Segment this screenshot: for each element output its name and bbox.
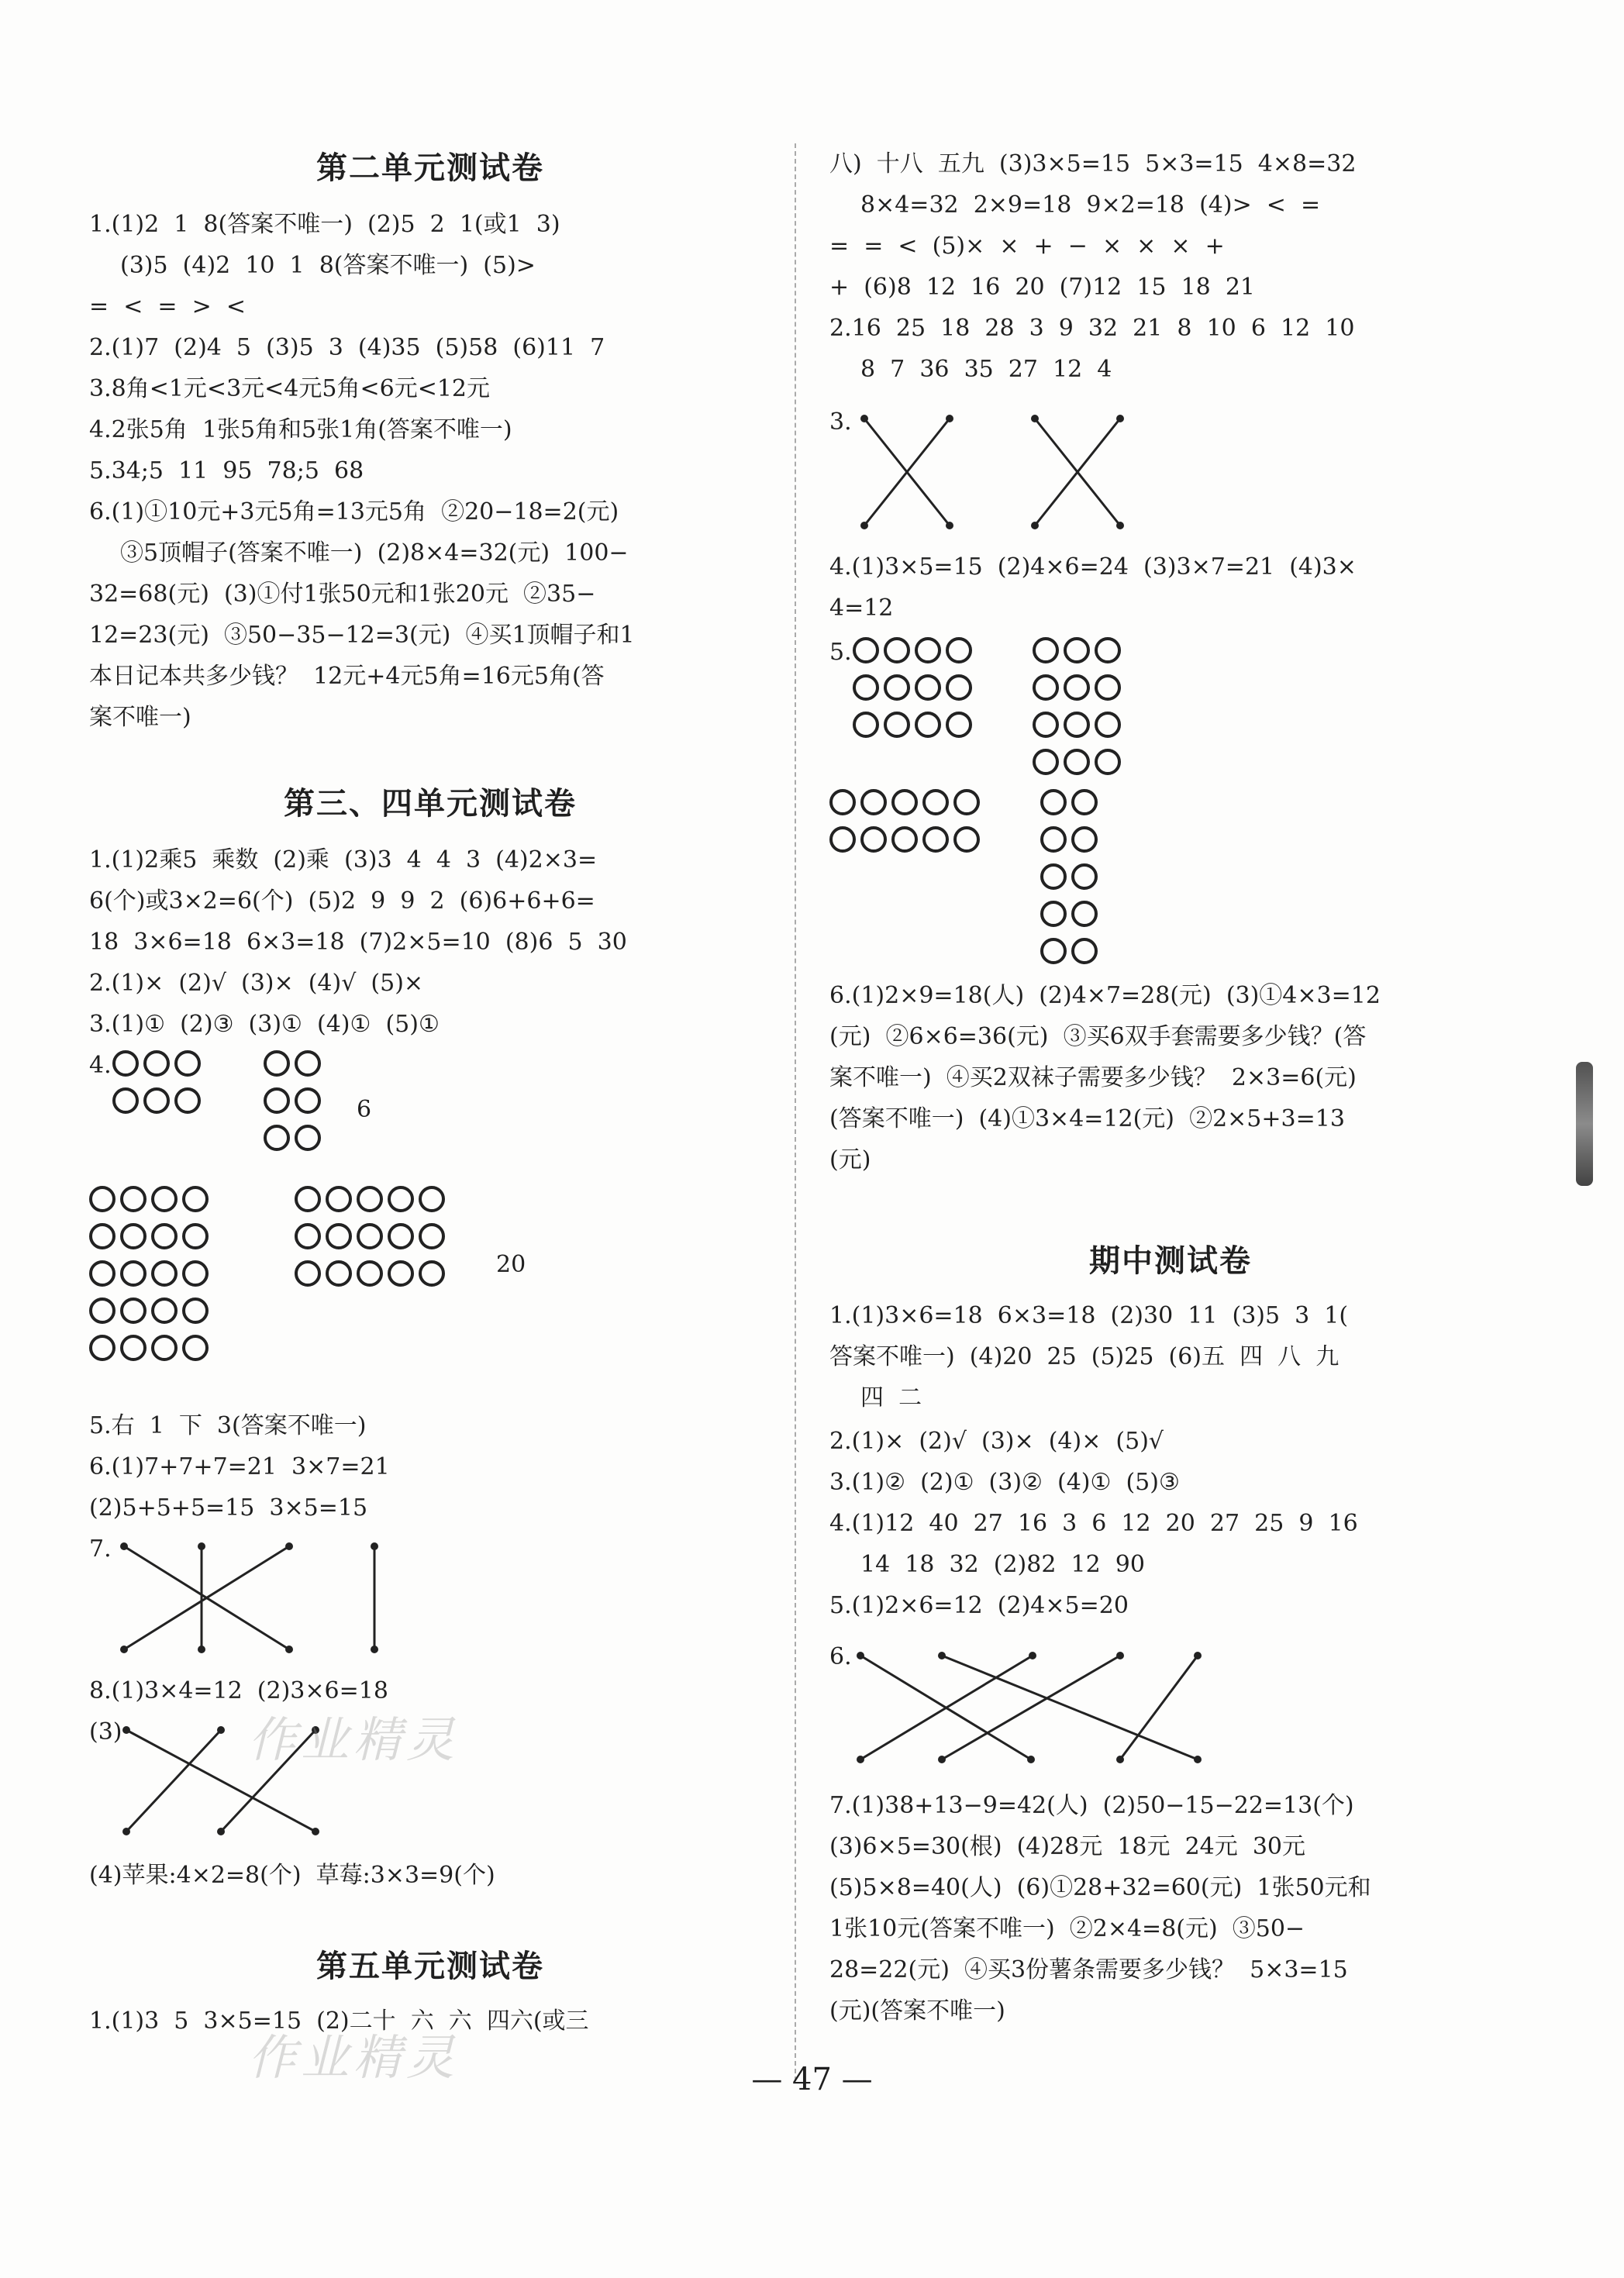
text-line: (2)5+5+5=15 3×5=15	[89, 1494, 368, 1522]
text-line: (元)(答案不唯一)	[829, 1997, 1005, 2025]
text-line: 5.34;5 11 95 78;5 68	[89, 457, 364, 484]
text-line: 3.(1)② (2)① (3)② (4)① (5)③	[829, 1469, 1180, 1496]
text-line: 四 二	[860, 1384, 922, 1411]
text-line: 8 7 36 35 27 12 4	[860, 356, 1112, 383]
text-line: ③5顶帽子(答案不唯一) (2)8×4=32(元) 100−	[120, 539, 629, 567]
page-number: — 47 —	[751, 2062, 873, 2097]
unit2-title: 第二单元测试卷	[316, 150, 544, 186]
q7-matching-lines	[89, 0, 771, 2278]
text-line: 28=22(元) ④买3份薯条需要多少钱？ 5×3=15	[829, 1956, 1348, 1983]
q8-sub-label: (3)	[89, 1718, 122, 1746]
text-line: (元) ②6×6=36(元) ③买6双手套需要多少钱？(答	[829, 1023, 1367, 1050]
q4-value: 6	[357, 1096, 372, 1123]
text-line: 4.2张5角 1张5角和5张1角(答案不唯一)	[89, 416, 512, 443]
q4-value: 20	[496, 1251, 526, 1278]
text-line: 14 18 32 (2)82 12 90	[860, 1551, 1145, 1578]
text-line: 本日记本共多少钱？ 12元+4元5角=16元5角(答	[89, 663, 605, 690]
text-line: 4.(1)12 40 27 16 3 6 12 20 27 25 9 16	[829, 1510, 1358, 1537]
unit34-title: 第三、四单元测试卷	[284, 786, 577, 822]
q3-label: 3.	[829, 408, 852, 436]
text-line: 4.(1)3×5=15 (2)4×6=24 (3)3×7=21 (4)3×	[829, 553, 1357, 581]
text-line: 1.(1)3×6=18 6×3=18 (2)30 11 (3)5 3 1(	[829, 1302, 1349, 1329]
scan-mark	[1576, 1062, 1593, 1186]
text-line: (5)5×8=40(人) (6)①28+32=60(元) 1张50元和	[829, 1874, 1371, 1901]
text-line: 答案不唯一) (4)20 25 (5)25 (6)五 四 八 九	[829, 1343, 1340, 1370]
text-line: 案不唯一)	[89, 704, 191, 731]
text-line: 1.(1)2乘5 乘数 (2)乘 (3)3 4 4 3 (4)2×3=	[89, 846, 598, 874]
text-line: 八) 十八 五九 (3)3×5=15 5×3=15 4×8=32	[829, 150, 1357, 177]
text-line: = < = > <	[89, 293, 246, 320]
text-line: 2.(1)× (2)√ (3)× (4)× (5)√	[829, 1428, 1164, 1455]
text-line: 1.(1)2 1 8(答案不唯一) (2)5 2 1(或1 3)	[89, 211, 560, 238]
text-line: 8.(1)3×4=12 (2)3×6=18	[89, 1677, 388, 1704]
text-line: (答案不唯一) (4)①3×4=12(元) ②2×5+3=13	[829, 1105, 1345, 1132]
text-line: 12=23(元) ③50−35−12=3(元) ④买1顶帽子和1	[89, 622, 635, 649]
q4-label: 4.	[89, 1052, 112, 1079]
text-line: + (6)8 12 16 20 (7)12 15 18 21	[829, 274, 1256, 301]
text-line: 32=68(元) (3)①付1张50元和1张20元 ②35−	[89, 581, 596, 608]
text-line: 6.(1)①10元+3元5角=13元5角 ②20−18=2(元)	[89, 498, 619, 526]
text-line: 5.右 1 下 3(答案不唯一)	[89, 1412, 367, 1439]
text-line: 2.(1)× (2)√ (3)× (4)√ (5)×	[89, 970, 424, 997]
text-line: 8×4=32 2×9=18 9×2=18 (4)> < =	[860, 191, 1321, 219]
text-line: 3.(1)① (2)③ (3)① (4)① (5)①	[89, 1011, 440, 1038]
text-line: (3)5 (4)2 10 1 8(答案不唯一) (5)>	[120, 252, 536, 279]
text-line: 6(个)或3×2=6(个) (5)2 9 9 2 (6)6+6+6=	[89, 887, 595, 915]
watermark: 作业精灵	[248, 2029, 460, 2086]
column-divider	[795, 143, 796, 2081]
text-line: 18 3×6=18 6×3=18 (7)2×5=10 (8)6 5 30	[89, 929, 627, 956]
text-line: 1.(1)3 5 3×5=15 (2)二十 六 六 四六(或三	[89, 2007, 589, 2035]
text-line: (4)苹果:4×2=8(个) 草莓:3×3=9(个)	[89, 1862, 495, 1889]
text-line: 7.(1)38+13−9=42(人) (2)50−15−22=13(个)	[829, 1792, 1354, 1819]
text-line: 6.(1)2×9=18(人) (2)4×7=28(元) (3)①4×3=12	[829, 982, 1381, 1009]
text-line: 6.(1)7+7+7=21 3×7=21	[89, 1453, 390, 1480]
midterm-title: 期中测试卷	[1089, 1243, 1252, 1279]
q7-label: 7.	[89, 1535, 112, 1563]
text-line: 4=12	[829, 594, 894, 622]
text-line: (元)	[829, 1146, 871, 1173]
q5-label: 5.	[829, 639, 852, 666]
text-line: 2.16 25 18 28 3 9 32 21 8 10 6 12 10	[829, 315, 1355, 342]
text-line: 5.(1)2×6=12 (2)4×5=20	[829, 1592, 1129, 1619]
watermark: 作业精灵	[248, 1711, 460, 1768]
text-line: 案不唯一) ④买2双袜子需要多少钱？ 2×3=6(元)	[829, 1064, 1357, 1091]
text-line: 1张10元(答案不唯一) ②2×4=8(元) ③50−	[829, 1915, 1305, 1942]
text-line: = = < (5)× × + − × × × +	[829, 233, 1225, 260]
q6-label: 6.	[829, 1643, 852, 1670]
text-line: (3)6×5=30(根) (4)28元 18元 24元 30元	[829, 1833, 1306, 1860]
text-line: 2.(1)7 (2)4 5 (3)5 3 (4)35 (5)58 (6)11 7	[89, 334, 605, 361]
unit5-title: 第五单元测试卷	[316, 1949, 544, 1984]
text-line: 3.8角<1元<3元<4元5角<6元<12元	[89, 375, 491, 402]
